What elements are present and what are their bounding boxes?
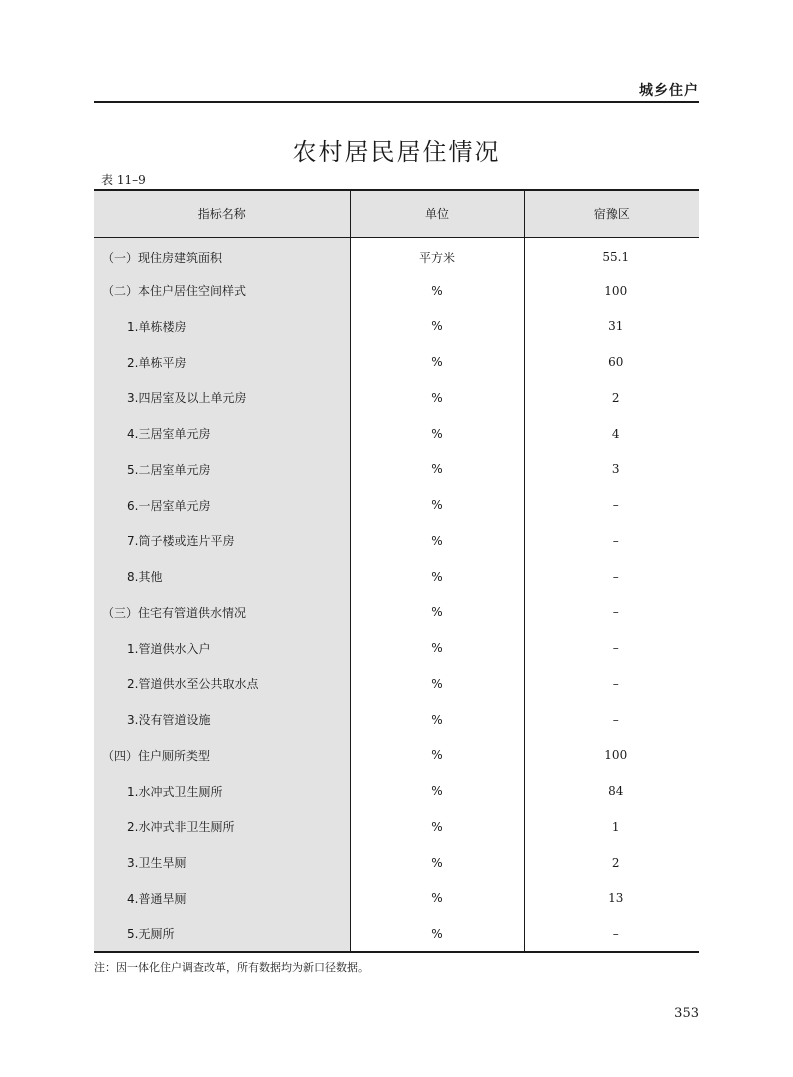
page-number: 353 — [674, 1006, 699, 1021]
value-cell: – — [524, 595, 699, 631]
table-row — [94, 309, 699, 345]
indicator-name-cell: （二）本住户居住空间样式 — [94, 273, 350, 309]
unit-cell: % — [350, 523, 524, 559]
table-id: 表 11–9 — [101, 173, 146, 187]
indicator-name-cell: 4.普通旱厕 — [94, 881, 350, 917]
table-row — [94, 523, 699, 559]
table-row — [94, 380, 699, 416]
indicator-name-cell: 1.水冲式卫生厕所 — [94, 773, 350, 809]
table-row — [94, 559, 699, 595]
table-row — [94, 630, 699, 666]
unit-cell: % — [350, 916, 524, 952]
table-header-row — [94, 190, 699, 237]
table-row — [94, 416, 699, 452]
table-row — [94, 452, 699, 488]
indicator-name-cell: 5.二居室单元房 — [94, 452, 350, 488]
table-row — [94, 702, 699, 738]
unit-cell: % — [350, 273, 524, 309]
page-title: 农村居民居住情况 — [292, 138, 501, 166]
indicator-name-cell: 2.管道供水至公共取水点 — [94, 666, 350, 702]
unit-cell: % — [350, 666, 524, 702]
unit-cell: % — [350, 881, 524, 917]
value-cell: – — [524, 630, 699, 666]
table-body — [94, 237, 699, 952]
column-header-indicator: 指标名称 — [94, 190, 350, 237]
table-row — [94, 237, 699, 273]
table-row — [94, 881, 699, 917]
data-table — [94, 189, 699, 953]
unit-cell: % — [350, 452, 524, 488]
indicator-name-cell: 1.单栋楼房 — [94, 309, 350, 345]
value-cell: 3 — [524, 452, 699, 488]
value-cell: 4 — [524, 416, 699, 452]
value-cell: – — [524, 559, 699, 595]
unit-cell: % — [350, 487, 524, 523]
unit-cell: % — [350, 738, 524, 774]
table-row — [94, 773, 699, 809]
indicator-name-cell: 6.一居室单元房 — [94, 487, 350, 523]
table-row — [94, 595, 699, 631]
column-header-unit: 单位 — [350, 190, 524, 237]
unit-cell: % — [350, 702, 524, 738]
unit-cell: % — [350, 630, 524, 666]
indicator-name-cell: （三）住宅有管道供水情况 — [94, 595, 350, 631]
indicator-name-cell: （一）现住房建筑面积 — [94, 237, 350, 273]
unit-cell: % — [350, 809, 524, 845]
unit-cell: % — [350, 416, 524, 452]
value-cell: 1 — [524, 809, 699, 845]
unit-cell: % — [350, 380, 524, 416]
indicator-name-cell: 7.筒子楼或连片平房 — [94, 523, 350, 559]
value-cell: 31 — [524, 309, 699, 345]
value-cell: 2 — [524, 845, 699, 881]
indicator-name-cell: 2.水冲式非卫生厕所 — [94, 809, 350, 845]
value-cell: 100 — [524, 273, 699, 309]
value-cell: 55.1 — [524, 237, 699, 273]
indicator-name-cell: 2.单栋平房 — [94, 344, 350, 380]
indicator-name-cell: 3.没有管道设施 — [94, 702, 350, 738]
table-row — [94, 273, 699, 309]
column-header-region: 宿豫区 — [524, 190, 699, 237]
table-row — [94, 344, 699, 380]
unit-cell: % — [350, 845, 524, 881]
indicator-name-cell: 5.无厕所 — [94, 916, 350, 952]
indicator-name-cell: 3.卫生旱厕 — [94, 845, 350, 881]
indicator-name-cell: （四）住户厕所类型 — [94, 738, 350, 774]
indicator-name-cell: 8.其他 — [94, 559, 350, 595]
unit-cell: % — [350, 773, 524, 809]
unit-cell: % — [350, 559, 524, 595]
value-cell: – — [524, 487, 699, 523]
unit-cell: % — [350, 595, 524, 631]
unit-cell: 平方米 — [350, 237, 524, 273]
table-row — [94, 487, 699, 523]
table-row — [94, 738, 699, 774]
indicator-name-cell: 3.四居室及以上单元房 — [94, 380, 350, 416]
value-cell: – — [524, 523, 699, 559]
table-row — [94, 666, 699, 702]
value-cell: – — [524, 916, 699, 952]
footnote: 注：因一体化住户调查改革，所有数据均为新口径数据。 — [94, 961, 369, 974]
indicator-name-cell: 4.三居室单元房 — [94, 416, 350, 452]
value-cell: – — [524, 666, 699, 702]
table-row — [94, 916, 699, 952]
data-table-container — [94, 189, 699, 953]
value-cell: 100 — [524, 738, 699, 774]
value-cell: – — [524, 702, 699, 738]
unit-cell: % — [350, 309, 524, 345]
header-rule — [94, 101, 699, 103]
unit-cell: % — [350, 344, 524, 380]
value-cell: 2 — [524, 380, 699, 416]
value-cell: 84 — [524, 773, 699, 809]
value-cell: 60 — [524, 344, 699, 380]
table-row — [94, 845, 699, 881]
value-cell: 13 — [524, 881, 699, 917]
table-row — [94, 809, 699, 845]
section-label: 城乡住户 — [639, 83, 699, 99]
indicator-name-cell: 1.管道供水入户 — [94, 630, 350, 666]
